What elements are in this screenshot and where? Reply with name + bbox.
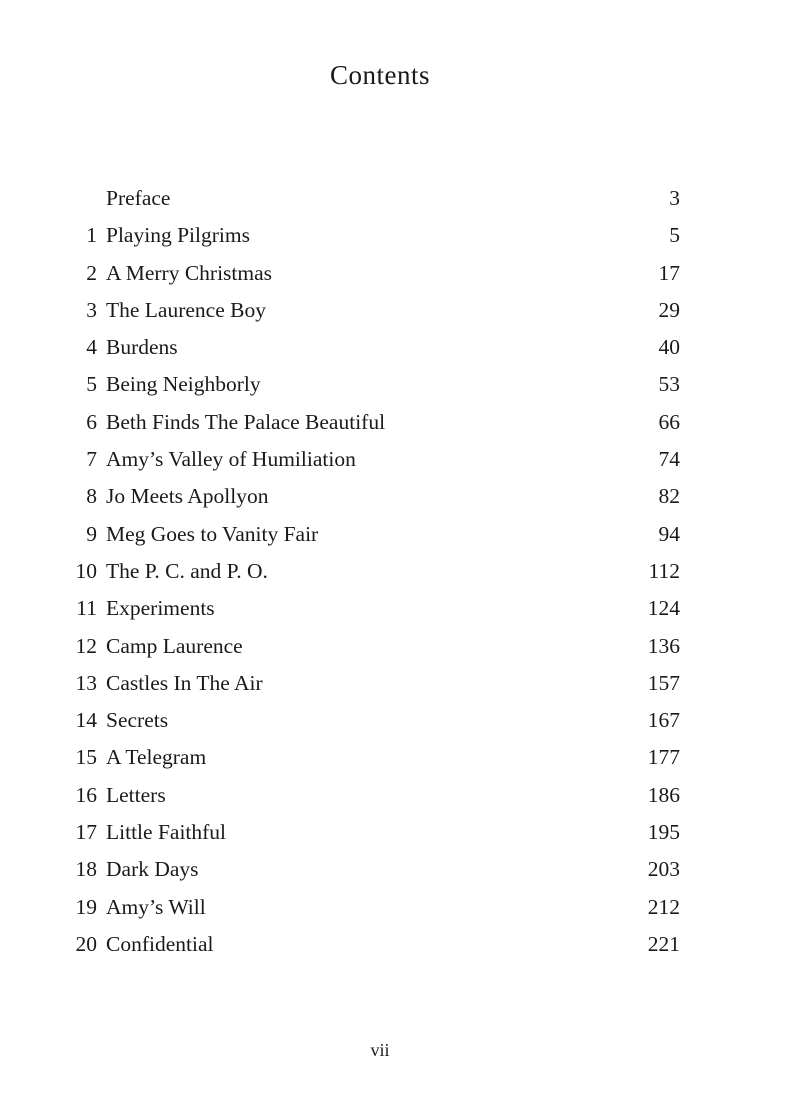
chapter-page: 53: [658, 372, 680, 397]
toc-entry: [60, 553, 680, 590]
chapter-page: 167: [647, 708, 680, 733]
chapter-title: Burdens: [106, 335, 178, 360]
chapter-number: 1: [86, 223, 97, 248]
chapter-title: Experiments: [106, 596, 215, 621]
toc-entry: [60, 329, 680, 366]
toc-entry: [60, 777, 680, 814]
chapter-number: 14: [75, 708, 97, 733]
chapter-title: Dark Days: [106, 857, 199, 882]
toc-entry: [60, 441, 680, 478]
page-title: Contents: [329, 60, 430, 90]
page-number: vii: [370, 1040, 390, 1060]
toc-entry: [60, 628, 680, 665]
chapter-page: 186: [647, 782, 680, 807]
chapter-number: 5: [86, 372, 97, 397]
chapter-title: Confidential: [106, 931, 214, 956]
toc-entry: [60, 404, 680, 441]
toc-entry: [60, 180, 680, 217]
chapter-page: 124: [647, 596, 680, 621]
chapter-number: 18: [75, 857, 97, 882]
chapter-title: The Laurence Boy: [106, 297, 266, 322]
chapter-number: 4: [86, 335, 97, 360]
chapter-page: 177: [647, 745, 680, 770]
chapter-number: 11: [76, 596, 97, 621]
chapter-number: 19: [75, 894, 97, 919]
chapter-page: 82: [658, 484, 680, 509]
chapter-number: 3: [86, 297, 97, 322]
toc-entry: [60, 292, 680, 329]
chapter-title: Little Faithful: [106, 820, 227, 845]
chapter-title: Preface: [106, 186, 171, 210]
toc-entry: [60, 814, 680, 851]
chapter-number: 16: [75, 782, 97, 807]
toc-entry: [60, 739, 680, 776]
toc-entry: [60, 516, 680, 553]
chapter-number: 10: [75, 558, 97, 583]
chapter-title: Jo Meets Apollyon: [106, 484, 269, 509]
toc-entry: [60, 478, 680, 515]
chapter-number: 7: [86, 447, 97, 472]
toc-entry: [60, 851, 680, 888]
toc-entry: [60, 255, 680, 292]
toc-entry: [60, 366, 680, 403]
table-of-contents: [60, 180, 680, 963]
chapter-title: Amy’s Will: [106, 894, 206, 919]
chapter-page: 195: [647, 820, 680, 845]
chapter-title: Camp Laurence: [106, 633, 243, 658]
chapter-page: 5: [669, 223, 680, 248]
toc-entry: [60, 889, 680, 926]
chapter-title: Letters: [106, 782, 166, 807]
toc-entry: [60, 926, 680, 963]
chapter-number: 20: [75, 931, 97, 956]
chapter-title: A Merry Christmas: [106, 260, 273, 285]
chapter-page: 94: [658, 521, 680, 546]
chapter-number: 17: [75, 820, 97, 845]
toc-entry: [60, 665, 680, 702]
chapter-title: A Telegram: [106, 745, 207, 770]
chapter-title: Being Neighborly: [106, 372, 261, 397]
chapter-page: 157: [647, 670, 680, 695]
chapter-title: Playing Pilgrims: [106, 223, 250, 248]
chapter-page: 3: [669, 186, 680, 210]
chapter-page: 29: [658, 297, 680, 322]
chapter-number: 8: [86, 484, 97, 509]
chapter-title: Amy’s Valley of Humiliation: [106, 447, 356, 472]
chapter-page: 112: [648, 558, 680, 583]
chapter-page: 136: [647, 633, 680, 658]
chapter-number: 15: [75, 745, 97, 770]
chapter-number: 2: [86, 260, 97, 285]
chapter-number: 6: [86, 409, 97, 434]
chapter-title: The P. C. and P. O.: [106, 558, 268, 583]
chapter-title: Meg Goes to Vanity Fair: [106, 521, 319, 546]
toc-entry: [60, 590, 680, 627]
chapter-page: 40: [658, 335, 680, 360]
chapter-title: Beth Finds The Palace Beautiful: [106, 409, 386, 434]
toc-entry: [60, 217, 680, 254]
chapter-page: 17: [658, 260, 680, 285]
chapter-page: 212: [647, 894, 680, 919]
chapter-page: 74: [658, 447, 680, 472]
chapter-page: 221: [647, 931, 680, 956]
chapter-page: 203: [647, 857, 680, 882]
chapter-number: 12: [75, 633, 97, 658]
chapter-title: Secrets: [106, 708, 169, 733]
chapter-number: 9: [86, 521, 97, 546]
chapter-title: Castles In The Air: [106, 670, 263, 695]
chapter-page: 66: [658, 409, 680, 434]
toc-entry: [60, 702, 680, 739]
chapter-number: 13: [75, 670, 97, 695]
